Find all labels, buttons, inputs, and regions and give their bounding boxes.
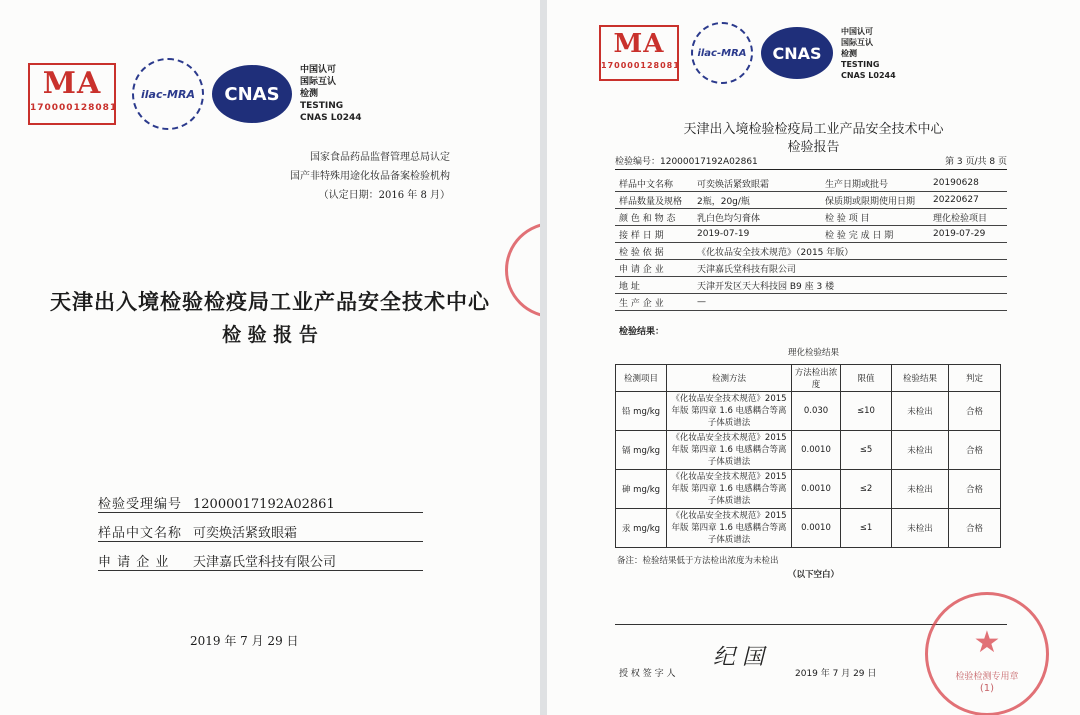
report-detail-page: [547, 0, 1080, 715]
approval-line: 国家食品药品监督管理总局认定: [310, 152, 450, 163]
ma-logo: [28, 63, 116, 125]
info-value: 乳白色均匀膏体: [693, 209, 821, 226]
cnas-line: 中国认可: [300, 65, 337, 75]
field-value: 可奕焕活紧致眼霜: [193, 526, 298, 541]
info-label: 接 样 日 期: [615, 226, 693, 243]
ma-logo-number: 170000128081: [601, 61, 680, 70]
handwritten-signature: 纪 国: [713, 645, 764, 670]
info-label: 检 验 项 目: [821, 209, 929, 226]
results-label: 检验结果：: [619, 327, 665, 337]
cnas-line: 国际互认: [300, 77, 337, 87]
info-value: 理化检验项目: [929, 209, 1007, 226]
cover-fields: [98, 486, 423, 571]
ma-logo-letters: MA: [613, 29, 665, 59]
field-value: 12000017192A02861: [193, 497, 335, 512]
cell-lod: 0.0010: [792, 431, 841, 470]
info-row: [615, 192, 1007, 209]
cover-field-row: [98, 513, 423, 542]
cell-item: 铅 mg/kg: [616, 392, 667, 431]
info-value: 2019-07-29: [929, 226, 1007, 243]
cell-limit: ≤1: [841, 509, 892, 548]
cell-method: 《化妆品安全技术规范》2015 年版 第四章 1.6 电感耦合等离子体质谱法: [667, 470, 792, 509]
cell-method: 《化妆品安全技术规范》2015 年版 第四章 1.6 电感耦合等离子体质谱法: [667, 509, 792, 548]
info-label: 样品数量及规格: [615, 192, 693, 209]
cell-lod: 0.030: [792, 392, 841, 431]
info-label: 样品中文名称: [615, 175, 693, 192]
info-value: 可奕焕活紧致眼霜: [693, 175, 821, 192]
results-note: 备注：检验结果低于方法检出浓度为未检出: [617, 556, 779, 566]
approval-statement: [290, 148, 450, 205]
cnas-line: 检测: [300, 89, 319, 99]
info-label: 检 验 依 据: [615, 243, 693, 260]
column-header: 限值: [841, 365, 892, 392]
info-value: 20220627: [929, 192, 1007, 209]
table-row: [616, 470, 1001, 509]
info-label: 地 址: [615, 277, 693, 294]
ma-logo-letters: MA: [42, 66, 102, 101]
cell-verdict: 合格: [949, 509, 1001, 548]
info-row: [615, 260, 1007, 277]
ilac-mra-logo: ilac-MRA: [691, 22, 753, 84]
info-row: [615, 209, 1007, 226]
info-value: 20190628: [929, 175, 1007, 192]
cnas-line: TESTING: [300, 101, 344, 111]
report-logo-strip: [599, 22, 896, 84]
info-value: 天津开发区天大科技园 B9 座 3 楼: [693, 277, 1007, 294]
info-row: [615, 226, 1007, 243]
approval-line: 国产非特殊用途化妆品备案检验机构: [290, 171, 450, 182]
info-value: 2019-07-19: [693, 226, 821, 243]
info-label: 颜 色 和 物 态: [615, 209, 693, 226]
info-value: 2瓶，20g/瓶: [693, 192, 821, 209]
cell-lod: 0.0010: [792, 509, 841, 548]
column-header: 检测方法: [667, 365, 792, 392]
cnas-line: 中国认可: [841, 26, 873, 36]
cell-result: 未检出: [892, 470, 949, 509]
cell-limit: ≤10: [841, 392, 892, 431]
info-value: —: [693, 294, 1007, 311]
cnas-line: CNAS L0244: [841, 70, 896, 80]
info-row: [615, 277, 1007, 294]
cover-title: 天津出入境检验检疫局工业产品安全技术中心: [50, 289, 490, 314]
field-label: 检验受理编号: [98, 497, 183, 512]
info-label: 检 验 完 成 日 期: [821, 226, 929, 243]
cell-item: 砷 mg/kg: [616, 470, 667, 509]
ilac-mra-logo: ilac-MRA: [132, 58, 204, 130]
info-label: 生产日期或批号: [821, 175, 929, 192]
cell-item: 汞 mg/kg: [616, 509, 667, 548]
page-indicator: 第 3 页/共 8 页: [945, 157, 1007, 167]
cell-verdict: 合格: [949, 392, 1001, 431]
report-date: 2019 年 7 月 29 日: [795, 669, 877, 679]
report-subtitle: 检验报告: [787, 140, 840, 155]
seal-number: (1): [979, 683, 995, 694]
official-inspection-seal: [925, 592, 1049, 715]
cell-limit: ≤5: [841, 431, 892, 470]
info-value: 《化妆品安全技术规范》（2015 年版）: [693, 243, 1007, 260]
approval-line: （认定日期：2016 年 8 月）: [318, 190, 450, 201]
info-row: [615, 294, 1007, 311]
blank-below-marker: （以下空白）: [787, 570, 839, 580]
cnas-line: 国际互认: [841, 37, 873, 47]
cell-verdict: 合格: [949, 431, 1001, 470]
cell-verdict: 合格: [949, 470, 1001, 509]
column-header: 方法检出浓度: [792, 365, 841, 392]
cell-method: 《化妆品安全技术规范》2015 年版 第四章 1.6 电感耦合等离子体质谱法: [667, 392, 792, 431]
report-number: 检验编号：12000017192A02861: [615, 157, 758, 167]
ma-logo-number: 170000128081: [30, 103, 118, 113]
cover-field-row: [98, 542, 423, 571]
cell-lod: 0.0010: [792, 470, 841, 509]
column-header: 判定: [949, 365, 1001, 392]
seal-text: 检验检测专用章: [955, 672, 1019, 682]
column-header: 检验结果: [892, 365, 949, 392]
ma-logo: [599, 25, 679, 81]
table-row: [616, 431, 1001, 470]
info-row: [615, 243, 1007, 260]
info-label: 生 产 企 业: [615, 294, 693, 311]
table-row: [616, 392, 1001, 431]
info-row: [615, 175, 1007, 192]
cnas-line: 检测: [841, 48, 857, 58]
field-label: 样品中文名称: [98, 526, 183, 541]
cnas-accreditation-text: [841, 26, 896, 81]
table-row: [616, 509, 1001, 548]
seal-star-icon: ★: [973, 625, 1001, 660]
cover-logo-strip: [28, 58, 362, 130]
cnas-logo: CNAS: [761, 27, 833, 79]
cell-method: 《化妆品安全技术规范》2015 年版 第四章 1.6 电感耦合等离子体质谱法: [667, 431, 792, 470]
results-table-title: 理化检验结果: [787, 348, 839, 358]
sample-info-table: [615, 175, 1007, 311]
report-header-line: [615, 154, 1007, 170]
cell-limit: ≤2: [841, 470, 892, 509]
cover-field-row: [98, 486, 423, 513]
cell-item: 镉 mg/kg: [616, 431, 667, 470]
field-label: 申 请 企 业: [98, 555, 170, 570]
cover-subtitle: 检 验 报 告: [222, 324, 318, 346]
results-header-row: [616, 365, 1001, 392]
cell-result: 未检出: [892, 509, 949, 548]
cnas-accreditation-text: [300, 64, 362, 124]
signer-label: 授 权 签 字 人: [619, 669, 676, 679]
cnas-line: TESTING: [841, 59, 880, 69]
report-title: 天津出入境检验检疫局工业产品安全技术中心: [683, 122, 944, 137]
field-value: 天津嘉氏堂科技有限公司: [193, 555, 337, 570]
column-header: 检测项目: [616, 365, 667, 392]
cell-result: 未检出: [892, 431, 949, 470]
cell-result: 未检出: [892, 392, 949, 431]
info-label: 申 请 企 业: [615, 260, 693, 277]
cnas-line: CNAS L0244: [300, 113, 362, 123]
cover-date: 2019 年 7 月 29 日: [190, 634, 299, 648]
results-table: [615, 364, 1001, 548]
cnas-logo: CNAS: [212, 65, 292, 123]
info-value: 天津嘉氏堂科技有限公司: [693, 260, 1007, 277]
info-label: 保质期或限期使用日期: [821, 192, 929, 209]
